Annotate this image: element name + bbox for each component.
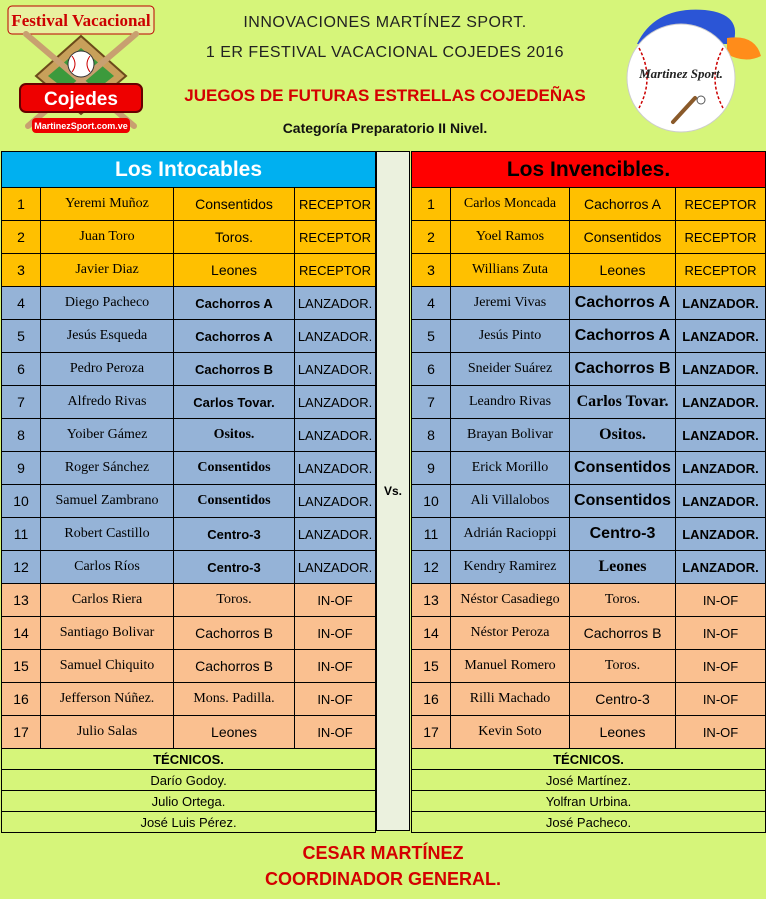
team-left-table — [1, 151, 376, 833]
player-position: LANZADOR. — [676, 551, 766, 584]
player-number: 12 — [2, 551, 41, 584]
table-row — [2, 320, 376, 353]
player-name: Santiago Bolivar — [41, 617, 174, 650]
player-number: 15 — [2, 650, 41, 683]
player-position: IN-OF — [295, 683, 376, 716]
player-name: Erick Morillo — [451, 452, 570, 485]
table-row — [412, 518, 766, 551]
staff-member: Yolfran Urbina. — [412, 791, 766, 812]
player-position: LANZADOR. — [295, 320, 376, 353]
player-number: 9 — [412, 452, 451, 485]
player-number: 5 — [412, 320, 451, 353]
player-position: LANZADOR. — [676, 485, 766, 518]
player-club: Toros. — [570, 650, 676, 683]
coordinator-name: CESAR MARTÍNEZ — [302, 843, 464, 863]
player-position: IN-OF — [295, 584, 376, 617]
team-right-name: Los Invencibles. — [412, 152, 766, 188]
table-row — [412, 650, 766, 683]
table-row — [412, 386, 766, 419]
player-club: Cachorros A — [570, 287, 676, 320]
player-number: 3 — [412, 254, 451, 287]
player-name: Willians Zuta — [451, 254, 570, 287]
player-number: 10 — [2, 485, 41, 518]
player-position: LANZADOR. — [676, 452, 766, 485]
player-club: Cachorros A — [174, 287, 295, 320]
table-row — [412, 320, 766, 353]
player-club: Centro-3 — [570, 518, 676, 551]
player-position: RECEPTOR — [295, 221, 376, 254]
player-club: Cachorros A — [570, 320, 676, 353]
table-row — [412, 353, 766, 386]
player-name: Adrián Racioppi — [451, 518, 570, 551]
player-number: 2 — [412, 221, 451, 254]
player-club: Centro-3 — [570, 683, 676, 716]
player-position: IN-OF — [676, 716, 766, 749]
player-club: Centro-3 — [174, 518, 295, 551]
player-name: Néstor Peroza — [451, 617, 570, 650]
table-row — [412, 452, 766, 485]
staff-member: José Luis Pérez. — [2, 812, 376, 833]
player-position: LANZADOR. — [676, 287, 766, 320]
player-number: 6 — [2, 353, 41, 386]
staff-member: José Martínez. — [412, 770, 766, 791]
player-name: Sneider Suárez — [451, 353, 570, 386]
player-club: Carlos Tovar. — [174, 386, 295, 419]
coordinator-title: COORDINADOR GENERAL. — [264, 869, 501, 889]
player-club: Consentidos — [174, 485, 295, 518]
player-club: Leones — [570, 254, 676, 287]
player-number: 17 — [412, 716, 451, 749]
table-row — [2, 419, 376, 452]
player-name: Pedro Peroza — [41, 353, 174, 386]
table-row — [2, 518, 376, 551]
category-title: Categoría Preparatorio II Nivel. — [282, 120, 488, 136]
staff-member: Julio Ortega. — [2, 791, 376, 812]
player-position: LANZADOR. — [295, 452, 376, 485]
player-name: Yoel Ramos — [451, 221, 570, 254]
player-number: 11 — [412, 518, 451, 551]
player-number: 4 — [412, 287, 451, 320]
player-club: Ositos. — [174, 419, 295, 452]
player-name: Manuel Romero — [451, 650, 570, 683]
staff-title: TÉCNICOS. — [412, 749, 766, 770]
player-club: Cachorros B — [570, 617, 676, 650]
player-name: Samuel Zambrano — [41, 485, 174, 518]
player-name: Alfredo Rivas — [41, 386, 174, 419]
table-row — [2, 353, 376, 386]
table-row — [2, 584, 376, 617]
player-position: LANZADOR. — [295, 386, 376, 419]
player-position: LANZADOR. — [676, 320, 766, 353]
table-row — [412, 551, 766, 584]
player-number: 1 — [412, 188, 451, 221]
player-position: RECEPTOR — [676, 188, 766, 221]
table-row — [412, 287, 766, 320]
footer — [0, 840, 766, 892]
logo-left-center-text: Cojedes — [44, 89, 118, 110]
player-name: Carlos Ríos — [41, 551, 174, 584]
player-club: Toros. — [174, 221, 295, 254]
player-club: Mons. Padilla. — [174, 683, 295, 716]
player-club: Cachorros A — [570, 188, 676, 221]
team-right-table — [411, 151, 766, 833]
player-club: Toros. — [570, 584, 676, 617]
player-name: Kevin Soto — [451, 716, 570, 749]
table-row — [2, 716, 376, 749]
player-position: RECEPTOR — [676, 221, 766, 254]
player-position: LANZADOR. — [295, 518, 376, 551]
player-number: 2 — [2, 221, 41, 254]
table-row — [412, 485, 766, 518]
player-number: 3 — [2, 254, 41, 287]
player-number: 7 — [2, 386, 41, 419]
player-number: 6 — [412, 353, 451, 386]
player-name: Jefferson Núñez. — [41, 683, 174, 716]
player-name: Carlos Moncada — [451, 188, 570, 221]
logo-right-text: Martinez Sport. — [639, 66, 723, 81]
player-name: Javier Diaz — [41, 254, 174, 287]
player-number: 16 — [2, 683, 41, 716]
table-row — [412, 188, 766, 221]
player-number: 11 — [2, 518, 41, 551]
player-name: Yoiber Gámez — [41, 419, 174, 452]
table-row — [412, 254, 766, 287]
player-name: Jeremi Vivas — [451, 287, 570, 320]
player-name: Roger Sánchez — [41, 452, 174, 485]
table-row — [412, 683, 766, 716]
player-number: 14 — [412, 617, 451, 650]
player-position: LANZADOR. — [295, 287, 376, 320]
player-club: Cachorros A — [174, 320, 295, 353]
player-number: 10 — [412, 485, 451, 518]
player-position: IN-OF — [295, 617, 376, 650]
staff-title: TÉCNICOS. — [2, 749, 376, 770]
header — [0, 0, 766, 150]
player-club: Carlos Tovar. — [570, 386, 676, 419]
table-row — [2, 287, 376, 320]
table-row — [412, 419, 766, 452]
player-position: LANZADOR. — [295, 551, 376, 584]
player-position: IN-OF — [295, 650, 376, 683]
player-position: LANZADOR. — [676, 518, 766, 551]
player-number: 13 — [2, 584, 41, 617]
player-club: Leones — [174, 254, 295, 287]
team-left-name: Los Intocables — [2, 152, 376, 188]
event-title: JUEGOS DE FUTURAS ESTRELLAS COJEDEÑAS — [184, 86, 586, 105]
player-position: IN-OF — [676, 650, 766, 683]
player-number: 17 — [2, 716, 41, 749]
player-position: RECEPTOR — [295, 188, 376, 221]
table-row — [2, 221, 376, 254]
logo-left-top-text: Festival Vacacional — [11, 11, 151, 30]
player-club: Leones — [570, 551, 676, 584]
player-name: Néstor Casadiego — [451, 584, 570, 617]
player-position: IN-OF — [676, 584, 766, 617]
player-position: LANZADOR. — [295, 485, 376, 518]
player-position: IN-OF — [676, 683, 766, 716]
player-name: Carlos Riera — [41, 584, 174, 617]
table-row — [2, 551, 376, 584]
player-number: 5 — [2, 320, 41, 353]
player-position: IN-OF — [676, 617, 766, 650]
player-position: RECEPTOR — [676, 254, 766, 287]
player-name: Brayan Bolivar — [451, 419, 570, 452]
player-number: 4 — [2, 287, 41, 320]
player-position: LANZADOR. — [295, 419, 376, 452]
logo-left-bottom-text: MartinezSport.com.ve — [34, 121, 128, 131]
player-number: 15 — [412, 650, 451, 683]
table-row — [2, 650, 376, 683]
player-number: 13 — [412, 584, 451, 617]
table-row — [2, 617, 376, 650]
player-number: 1 — [2, 188, 41, 221]
table-row — [412, 617, 766, 650]
player-position: LANZADOR. — [676, 353, 766, 386]
player-number: 9 — [2, 452, 41, 485]
player-name: Leandro Rivas — [451, 386, 570, 419]
player-name: Rilli Machado — [451, 683, 570, 716]
player-position: LANZADOR. — [676, 419, 766, 452]
player-position: LANZADOR. — [295, 353, 376, 386]
player-name: Samuel Chiquito — [41, 650, 174, 683]
table-row — [2, 386, 376, 419]
table-row — [412, 584, 766, 617]
player-number: 7 — [412, 386, 451, 419]
player-club: Cachorros B — [174, 650, 295, 683]
player-club: Consentidos — [570, 485, 676, 518]
player-club: Consentidos — [570, 452, 676, 485]
player-position: LANZADOR. — [676, 386, 766, 419]
player-club: Ositos. — [570, 419, 676, 452]
player-number: 16 — [412, 683, 451, 716]
player-name: Julio Salas — [41, 716, 174, 749]
table-row — [412, 221, 766, 254]
table-row — [2, 683, 376, 716]
player-position: IN-OF — [295, 716, 376, 749]
player-name: Kendry Ramirez — [451, 551, 570, 584]
table-row — [2, 485, 376, 518]
player-name: Jesús Esqueda — [41, 320, 174, 353]
player-club: Cachorros B — [174, 617, 295, 650]
player-number: 14 — [2, 617, 41, 650]
vs-label: Vs. — [383, 484, 402, 498]
player-name: Juan Toro — [41, 221, 174, 254]
player-name: Robert Castillo — [41, 518, 174, 551]
player-club: Leones — [174, 716, 295, 749]
player-number: 8 — [2, 419, 41, 452]
festival-title: 1 ER FESTIVAL VACACIONAL COJEDES 2016 — [205, 44, 565, 61]
baseball-cap-ball-icon — [615, 4, 763, 134]
player-number: 12 — [412, 551, 451, 584]
table-row — [412, 716, 766, 749]
staff-member: José Pacheco. — [412, 812, 766, 833]
vs-divider — [376, 151, 410, 831]
player-name: Ali Villalobos — [451, 485, 570, 518]
player-club: Cachorros B — [570, 353, 676, 386]
table-row — [2, 254, 376, 287]
table-row — [2, 188, 376, 221]
player-name: Diego Pacheco — [41, 287, 174, 320]
player-club: Cachorros B — [174, 353, 295, 386]
player-name: Yeremi Muñoz — [41, 188, 174, 221]
player-club: Consentidos — [174, 188, 295, 221]
player-number: 8 — [412, 419, 451, 452]
player-club: Consentidos — [570, 221, 676, 254]
player-club: Centro-3 — [174, 551, 295, 584]
player-position: RECEPTOR — [295, 254, 376, 287]
table-row — [2, 452, 376, 485]
player-name: Jesús Pinto — [451, 320, 570, 353]
company-title: INNOVACIONES MARTÍNEZ SPORT. — [243, 14, 527, 31]
baseball-bats-diamond-icon — [6, 4, 156, 139]
player-club: Consentidos — [174, 452, 295, 485]
player-club: Leones — [570, 716, 676, 749]
staff-member: Darío Godoy. — [2, 770, 376, 791]
player-club: Toros. — [174, 584, 295, 617]
